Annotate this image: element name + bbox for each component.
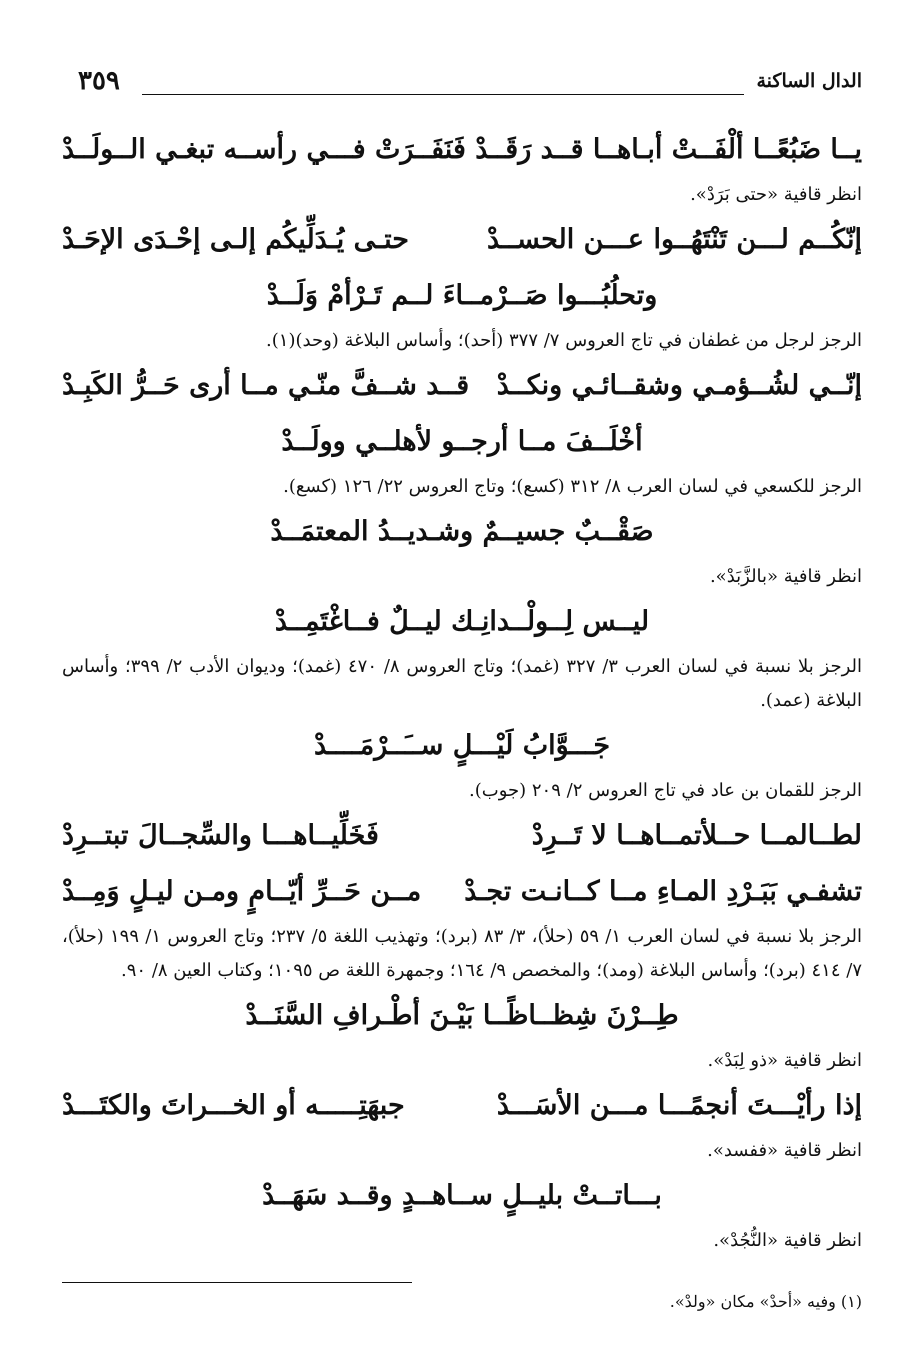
verse-line: [62, 358, 862, 414]
source-note: انظر قافية «بالزَّبَدْ».: [709, 566, 862, 587]
hemistich-second: جبهَتِـــــه أو الخـــراتَ والكتَـــدْ: [62, 1090, 405, 1121]
verse-line: وتحلُبُـــوا صَــرْمــاءَ لــم تَـرْأمْ وَلَــدْ: [266, 280, 658, 311]
verse-line: صَقْــبٌ جسيــمٌ وشـديــدُ المعتمَــدْ: [270, 516, 654, 547]
source-note: انظر قافية «حتى بَرَدْ».: [690, 184, 862, 205]
verse-line: جَـــوَّابُ لَيْـــلٍ ســَــرْمَــــدْ: [313, 730, 611, 761]
hemistich-first: يــا ضَبُعًــا ألْفَــتْ أبـاهــا قــد رَقَــدْ: [475, 134, 862, 165]
hemistich-second: مــن حَــرِّ أيّــامٍ ومـن ليـلٍ وَمِــدْ: [62, 876, 422, 907]
verse-line: [62, 808, 862, 864]
verse-line: [62, 212, 862, 268]
verse-line: بـــاتــتْ بليــلٍ ســاهــدٍ وقــد سَهَــدْ: [262, 1180, 662, 1211]
verse-line: أخْلَــفَ مــا أرجــو لأهلــي وولَــدْ: [281, 426, 643, 457]
source-note: انظر قافية «النُّجُدْ».: [713, 1230, 862, 1251]
source-note: الرجز بلا نسبة في لسان العرب ١/ ٥٩ (حلأ)، ٣/ ٨٣ (برد)؛ وتهذيب اللغة ٥/ ٢٣٧؛ وتاج العروس ١/ ١٩٩ (حلأ)، ٧/ ٤١٤ (برد)؛ وأساس البلاغة (ومد)؛ والمخصص ٩/ ١٦٤؛ وجمهرة اللغة ص ١٠٩٥؛ وكتاب العين ٨/ ٩٠.: [62, 926, 863, 981]
footnote: (١) وفيه «أحدْ» مكان «ولدْ».: [669, 1292, 862, 1311]
verse-line: [62, 864, 862, 920]
header-rule: [142, 94, 744, 95]
hemistich-first: إذا رأيْـــتَ أنجمًـــا مـــن الأسَـــدْ: [496, 1090, 862, 1121]
source-note: الرجز لرجل من غطفان في تاج العروس ٧/ ٣٧٧ (أحد)؛ وأساس البلاغة (وحد)(١).: [266, 330, 862, 351]
verse-line: [62, 1078, 862, 1134]
source-note: انظر قافية «ذو لِبَدْ».: [707, 1050, 862, 1071]
page-body: [62, 122, 862, 1258]
hemistich-second: حتـى يُـدَلِّيكُم إلـى إحْـدَى الإحَـدْ: [62, 224, 409, 255]
source-note: انظر قافية «ففسد».: [707, 1140, 862, 1161]
source-note: الرجز بلا نسبة في لسان العرب ٣/ ٣٢٧ (غمد)؛ وتاج العروس ٨/ ٤٧٠ (غمد)؛ وديوان الأدب ٢/ ٣٩٩؛ وأساس البلاغة (عمد).: [62, 656, 862, 711]
hemistich-first: تشفـي بَبَـرْدِ المـاءِ مــا كــانـت تجـدْ: [464, 876, 862, 907]
running-title: الدال الساكنة: [756, 70, 862, 92]
page-header: [78, 66, 862, 106]
footnote-rule: [62, 1282, 412, 1283]
hemistich-first: إنّكُــم لـــن تَنْتَهُــوا عـــن الحســدْ: [487, 224, 862, 255]
verse-line: [62, 122, 862, 178]
page-number: ٣٥٩: [78, 66, 120, 96]
source-note: الرجز للكسعي في لسان العرب ٨/ ٣١٢ (كسع)؛ وتاج العروس ٢٢/ ١٢٦ (كسع).: [283, 476, 862, 497]
hemistich-second: فَنَفَــرَتْ فـــي رأســه تبغـي الــولَــدْ: [62, 134, 466, 165]
verse-line: ليــس لِــولْــدانِـك ليــلٌ فــاغْتَمِــدْ: [274, 606, 650, 637]
verse-line: طِــرْنَ شِظــاظًــا بَيْـنَ أطْـرافِ السَّنَــدْ: [245, 1000, 679, 1031]
hemistich-second: قــد شــفَّ منّـي مــا أرى حَــرُّ الكَبِـدْ: [62, 370, 470, 401]
hemistich-first: إنّــي لشُــؤمـي وشقــائـي ونكــدْ: [496, 370, 862, 401]
hemistich-first: لطــالمــا حــلأتمــاهــا لا تَــرِدْ: [531, 820, 862, 851]
source-note: الرجز للقمان بن عاد في تاج العروس ٢/ ٢٠٩ (جوب).: [469, 780, 862, 801]
hemistich-second: فَخَلِّيــاهـــا والسِّجــالَ تبتــرِدْ: [62, 820, 379, 851]
